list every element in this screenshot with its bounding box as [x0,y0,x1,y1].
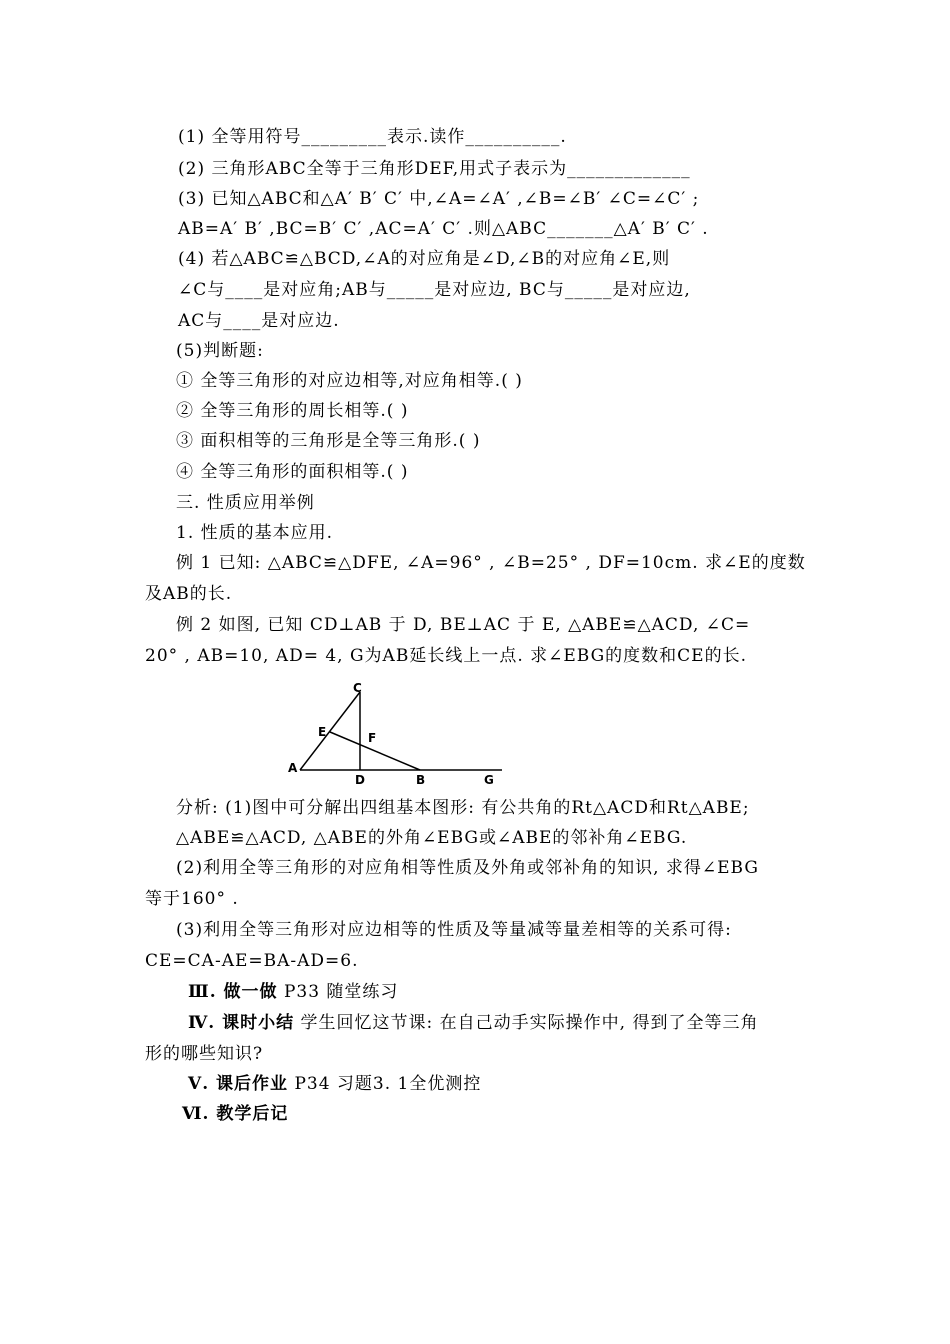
fill-in-item-4-cont: ∠C与____是对应角;AB与_____是对应边, BC与_____是对应边, [178,280,691,300]
fill-in-item-3-cont: AB=A′ B′ ,BC=B′ C′ ,AC=A′ C′ .则△ABC_______△A′ B′ C′ . [178,219,709,239]
section-v [188,1073,481,1095]
section-vi: Ⅵ. 教学后记 [182,1104,289,1124]
line-ac [300,692,360,770]
section-iii-text: P33 随堂练习 [283,982,399,1002]
label-b: B [416,773,426,786]
section-iv-cont: 形的哪些知识? [145,1044,264,1064]
analysis-line-5: (3)利用全等三角形对应边相等的性质及等量减等量差相等的关系可得: [176,920,732,940]
example2-line2: 20° , AB=10, AD= 4, G为AB延长线上一点. 求∠EBG的度数和CE的长. [145,646,747,666]
label-e: E [318,725,327,739]
section-iii [188,981,398,1003]
judgment-item-3: ③ 面积相等的三角形是全等三角形.( ) [176,431,481,451]
section-three-subheading: 1. 性质的基本应用. [176,523,334,543]
section-v-text: P34 习题3. 1全优测控 [294,1074,482,1094]
example1-line1 [176,552,806,574]
example1-line2: 及AB的长. [145,584,233,604]
fill-in-item-4: (4) 若△ABC≌△BCD,∠A的对应角是∠D,∠B的对应角∠E,则 [178,249,671,269]
triangle-figure [280,680,510,786]
label-c: C [353,681,362,695]
section-iv-text: 学生回忆这节课: 在自己动手实际操作中, 得到了全等三角 [300,1013,759,1033]
judgment-item-2: ② 全等三角形的周长相等.( ) [176,401,409,421]
analysis-line-4: 等于160° . [145,889,239,909]
fill-in-item-4-cont2: AC与____是对应边. [178,311,340,331]
section-v-label: Ⅴ. 课后作业 [188,1074,289,1094]
judgment-title: (5)判断题: [176,341,264,361]
example1-text: 例 1 已知: △ABC≌△DFE, ∠A=96° , ∠B=25° , DF=10cm. 求∠E的度数 [176,553,806,573]
label-f: F [368,731,377,745]
analysis-line-1: 分析: (1)图中可分解出四组基本图形: 有公共角的Rt△ACD和Rt△ABE; [176,798,750,818]
section-iv [188,1012,759,1034]
judgment-item-1: ① 全等三角形的对应边相等,对应角相等.( ) [176,371,523,391]
analysis-line-6: CE=CA-AE=BA-AD=6. [145,951,359,971]
section-iv-label: Ⅳ. 课时小结 [188,1013,295,1033]
label-g: G [484,773,494,786]
analysis-line-3: (2)利用全等三角形的对应角相等性质及外角或邻补角的知识, 求得∠EBG [176,858,759,878]
section-three-heading: 三. 性质应用举例 [176,493,315,513]
label-a: A [288,761,298,775]
analysis-line-2: △ABE≌△ACD, △ABE的外角∠EBG或∠ABE的邻补角∠EBG. [176,828,688,848]
fill-in-item-1: (1) 全等用符号_________表示.读作__________. [178,127,567,147]
section-iii-label: Ⅲ. 做一做 [188,982,278,1002]
fill-in-item-2: (2) 三角形ABC全等于三角形DEF,用式子表示为_____________ [178,159,691,179]
label-d: D [355,773,365,786]
example2-line1: 例 2 如图, 已知 CD⊥AB 于 D, BE⊥AC 于 E, △ABE≌△ACD, ∠C= [176,615,751,635]
fill-in-item-3: (3) 已知△ABC和△A′ B′ C′ 中,∠A=∠A′ ,∠B=∠B′ ∠C=∠C′ ; [178,189,700,209]
judgment-item-4: ④ 全等三角形的面积相等.( ) [176,462,409,482]
